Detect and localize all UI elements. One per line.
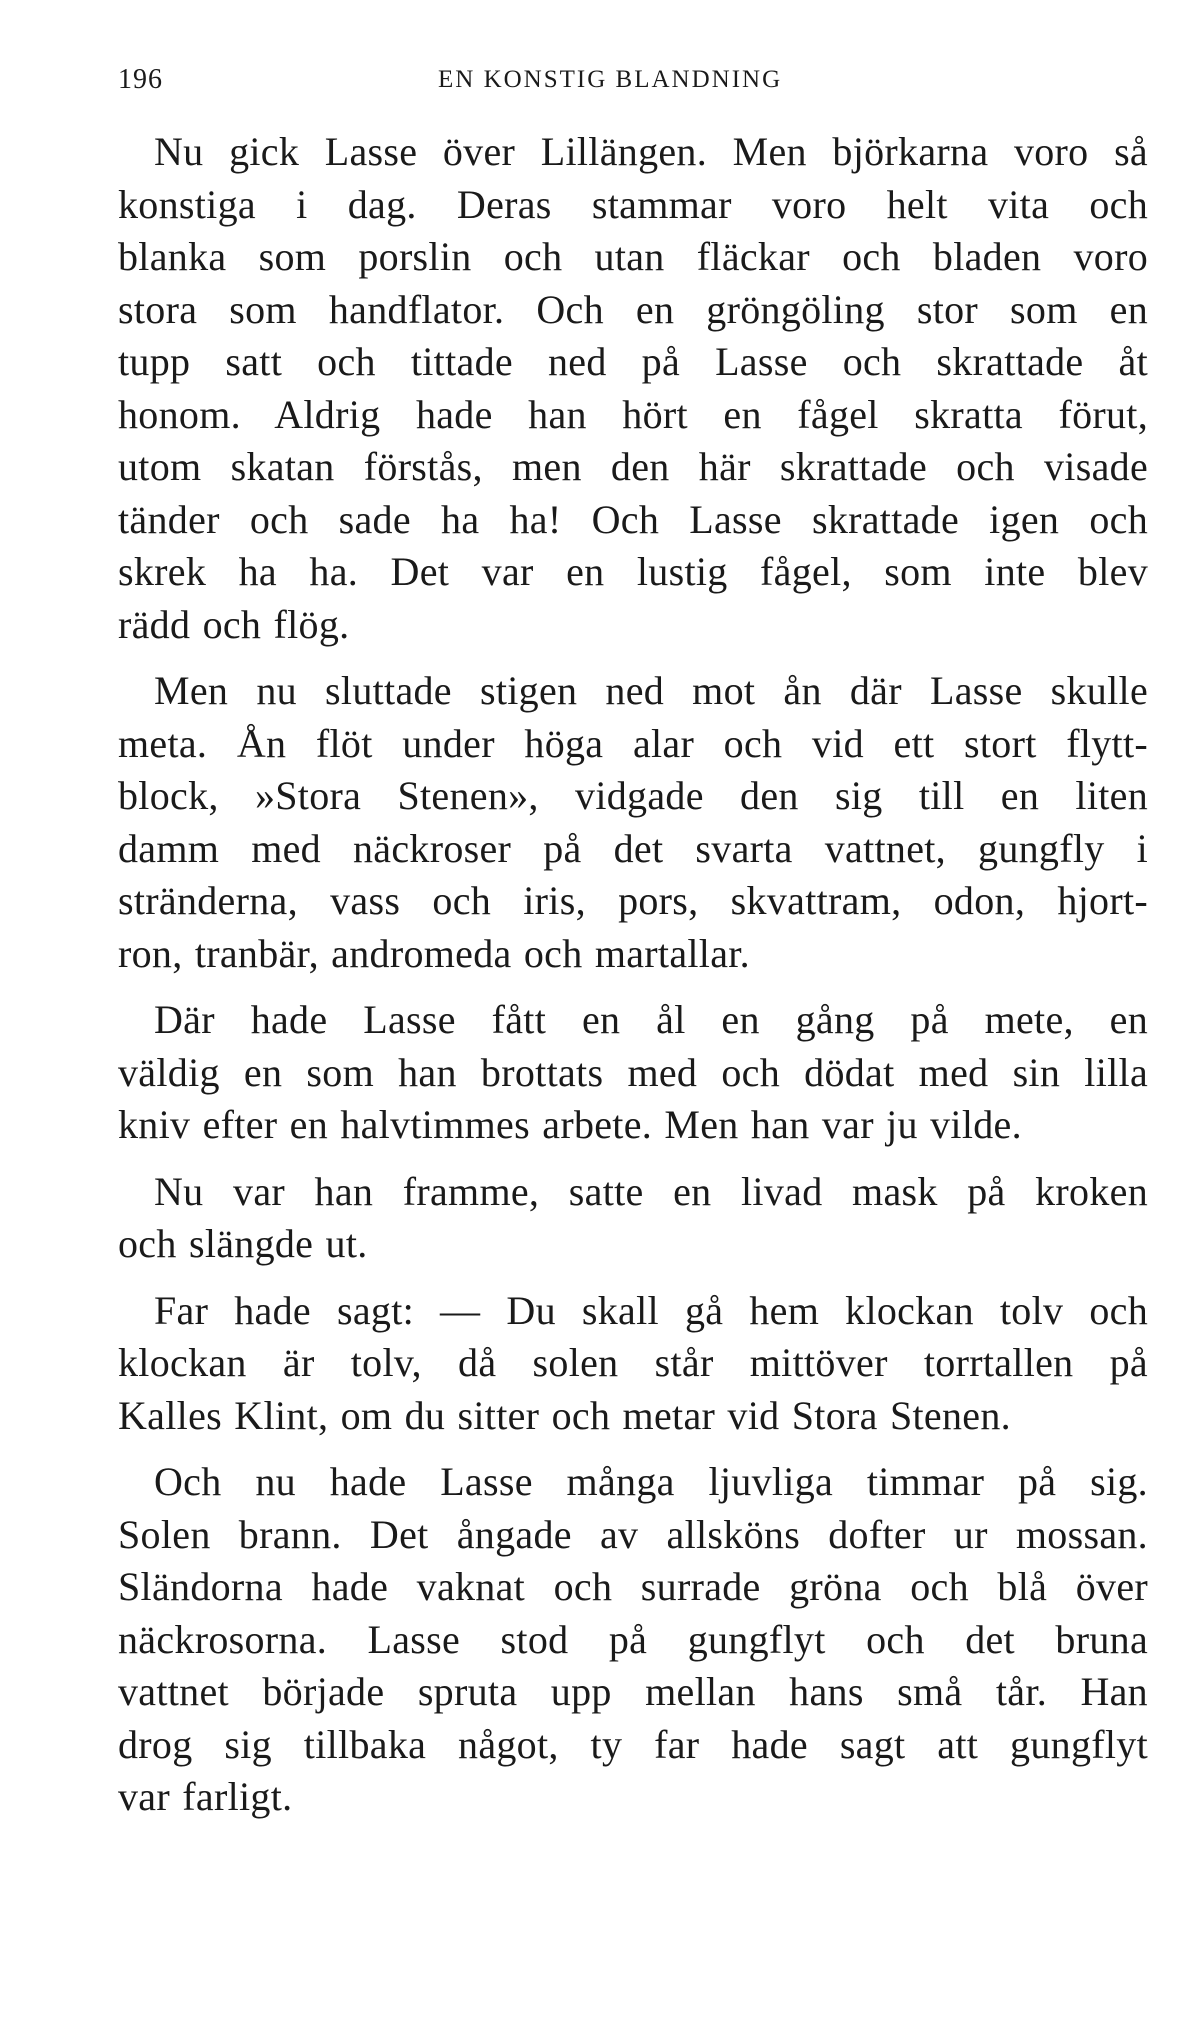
text-line: konstiga i dag. Deras stammar voro helt vita och [118, 181, 1148, 227]
text-line: drog sig tillbaka något, ty far hade sagt att gungflyt [118, 1721, 1148, 1767]
text-line: Kalles Klint, om du sitter och metar vid Stora Stenen. [118, 1392, 1011, 1438]
running-head [118, 64, 1148, 104]
paragraph [118, 1285, 1148, 1443]
text-line: damm med näckroser på det svarta vattnet, gungfly i [118, 825, 1148, 871]
paragraph [118, 1456, 1148, 1824]
text-line: Sländorna hade vaknat och surrade gröna och blå över [118, 1564, 1148, 1609]
text-line: väldig en som han brottats med och dödat med sin lilla [118, 1049, 1148, 1095]
text-line: var farligt. [118, 1774, 293, 1819]
text-line: meta. Ån flöt under höga alar och vid ett stort flytt- [118, 720, 1148, 766]
text-line: stränderna, vass och iris, pors, skvattram, odon, hjort- [118, 878, 1148, 923]
text-line: rädd och flög. [118, 601, 350, 647]
paragraph [118, 126, 1148, 651]
paragraph [118, 1166, 1148, 1271]
running-title: EN KONSTIG BLANDNING [438, 66, 783, 93]
text-line: ron, tranbär, andromeda och martallar. [118, 930, 750, 976]
text-line: utom skatan förstås, men den här skrattade och visade [118, 444, 1148, 489]
text-line: Och nu hade Lasse många ljuvliga timmar på sig. [154, 1459, 1148, 1504]
text-line: stora som handflator. Och en gröngöling stor som en [118, 286, 1148, 332]
text-line: blanka som porslin och utan fläckar och bladen voro [118, 234, 1148, 279]
text-line: tupp satt och tittade ned på Lasse och skrattade åt [118, 339, 1148, 384]
text-line: näckrosorna. Lasse stod på gungflyt och det bruna [118, 1616, 1148, 1662]
text-line: Nu gick Lasse över Lillängen. Men björkarna voro så [154, 129, 1148, 174]
text-line: kniv efter en halvtimmes arbete. Men han var ju vilde. [118, 1102, 1022, 1147]
text-line: block, »Stora Stenen», vidgade den sig till en liten [118, 773, 1148, 818]
text-line: Men nu sluttade stigen ned mot ån där Lasse skulle [154, 668, 1148, 713]
text-line: Solen brann. Det ångade av allsköns dofter ur mossan. [118, 1511, 1148, 1557]
paragraph [118, 994, 1148, 1152]
text-line: Där hade Lasse fått en ål en gång på mete, en [154, 997, 1148, 1042]
book-page [118, 0, 1148, 2025]
text-line: klockan är tolv, då solen står mittöver torrtallen på [118, 1340, 1148, 1385]
text-line: skrek ha ha. Det var en lustig fågel, som inte blev [118, 549, 1148, 594]
page-number: 196 [118, 64, 163, 95]
text-line: tänder och sade ha ha! Och Lasse skrattade igen och [118, 496, 1148, 542]
paragraph [118, 665, 1148, 980]
text-line: honom. Aldrig hade han hört en fågel skratta förut, [118, 391, 1148, 437]
text-line: Far hade sagt: — Du skall gå hem klockan tolv och [154, 1287, 1148, 1333]
text-line: Nu var han framme, satte en livad mask på kroken [154, 1168, 1148, 1214]
text-line: och slängde ut. [118, 1221, 368, 1266]
body-text [118, 126, 1148, 1838]
text-line: vattnet började spruta upp mellan hans små tår. Han [118, 1669, 1148, 1714]
